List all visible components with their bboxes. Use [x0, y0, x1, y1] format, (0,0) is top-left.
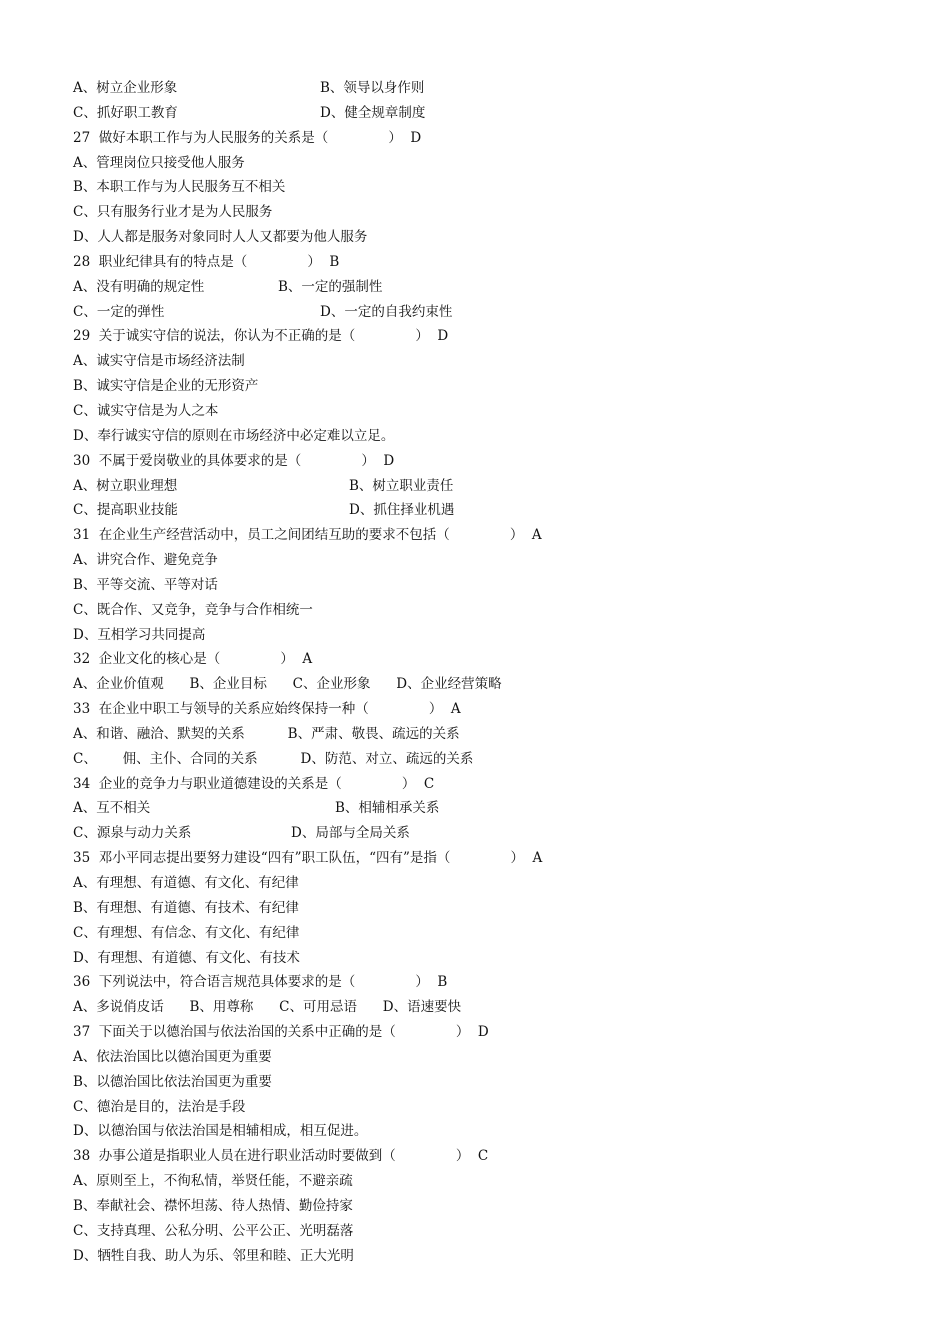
text-line: A、原则至上，不徇私情，举贤任能，不避亲疏	[73, 1173, 353, 1190]
text-line: B、有理想、有道德、有技术、有纪律	[73, 899, 299, 916]
text-line: B、以德治国比依法治国更为重要	[73, 1073, 272, 1090]
text-line: D、有理想、有道德、有文化、有技术	[73, 949, 300, 966]
text-line	[73, 275, 873, 300]
text-line: C、 佣、主仆、合同的关系 D、防范、对立、疏远的关系	[73, 750, 474, 767]
text-line: A、企业价值观 B、企业目标 C、企业形象 D、企业经营策略	[73, 676, 502, 693]
text-line: D、奉行诚实守信的原则在市场经济中必定难以立足。	[73, 427, 395, 444]
text-line: 28 职业纪律具有的特点是（ ） B	[73, 253, 340, 270]
text-line	[73, 76, 873, 101]
option-right: B、领导以身作则	[320, 80, 425, 96]
text-line: A、依法治国比以德治国更为重要	[73, 1048, 272, 1065]
text-line: A、诚实守信是市场经济法制	[73, 353, 245, 370]
text-line	[73, 300, 873, 325]
text-line: A、有理想、有道德、有文化、有纪律	[73, 875, 299, 891]
option-right: D、健全规章制度	[320, 104, 426, 121]
text-line: C、诚实守信是为人之本	[73, 402, 219, 419]
text-line: 31 在企业生产经营活动中，员工之间团结互助的要求不包括（ ） A	[73, 527, 542, 544]
option-left: A、没有明确的规定性	[73, 278, 205, 295]
text-line: A、管理岗位只接受他人服务	[73, 154, 245, 171]
text-line: 34 企业的竞争力与职业道德建设的关系是（ ） C	[73, 775, 435, 792]
text-line: 27 做好本职工作与为人民服务的关系是（ ） D	[73, 129, 422, 146]
text-line: 35 邓小平同志提出要努力建设“四有”职工队伍，“四有”是指（ ） A	[73, 850, 543, 867]
text-line: C、德治是目的，法治是手段	[73, 1098, 246, 1115]
text-line: D、牺牲自我、助人为乐、邻里和睦、正大光明	[73, 1247, 354, 1264]
text-line	[73, 821, 873, 846]
option-left: C、抓好职工教育	[73, 104, 178, 121]
text-line	[73, 498, 873, 523]
text-line: A、和谐、融洽、默契的关系 B、严肃、敬畏、疏远的关系	[73, 725, 460, 742]
text-line: 33 在企业中职工与领导的关系应始终保持一种（ ） A	[73, 701, 461, 718]
text-line: D、以德治国与依法治国是相辅相成，相互促进。	[73, 1123, 368, 1140]
text-line: A、多说俏皮话 B、用尊称 C、可用忌语 D、语速要快	[73, 999, 462, 1016]
option-right: D、抓住择业机遇	[349, 502, 455, 519]
text-line: C、支持真理、公私分明、公平公正、光明磊落	[73, 1222, 354, 1239]
text-line: B、本职工作与为人民服务互不相关	[73, 179, 286, 196]
text-line: 30 不属于爱岗敬业的具体要求的是（ ） D	[73, 452, 395, 469]
text-line: A、讲究合作、避免竞争	[73, 552, 218, 569]
text-line: 29 关于诚实守信的说法，你认为不正确的是（ ） D	[73, 328, 449, 345]
text-line: B、诚实守信是企业的无形资产	[73, 378, 259, 395]
option-left: A、互不相关	[73, 800, 151, 817]
option-left: A、树立职业理想	[73, 477, 178, 494]
option-right: B、一定的强制性	[278, 278, 383, 295]
option-left: A、树立企业形象	[73, 80, 178, 96]
text-line	[73, 101, 873, 126]
text-line: 37 下面关于以德治国与依法治国的关系中正确的是（ ） D	[73, 1024, 489, 1041]
option-left: C、提高职业技能	[73, 502, 178, 519]
option-right: D、一定的自我约束性	[320, 303, 453, 320]
document-page	[73, 76, 873, 1269]
text-line: 38 办事公道是指职业人员在进行职业活动时要做到（ ） C	[73, 1148, 489, 1165]
text-line: C、只有服务行业才是为人民服务	[73, 204, 273, 221]
option-right: B、树立职业责任	[349, 477, 454, 494]
text-line: C、有理想、有信念、有文化、有纪律	[73, 924, 300, 941]
text-line: D、互相学习共同提高	[73, 626, 206, 643]
text-line: D、人人都是服务对象同时人人又都要为他人服务	[73, 229, 368, 246]
text-line: B、奉献社会、襟怀坦荡、待人热情、勤俭持家	[73, 1197, 353, 1214]
option-left: C、源泉与动力关系	[73, 825, 192, 842]
text-line	[73, 474, 873, 499]
option-right: B、相辅相承关系	[335, 800, 440, 817]
text-line: C、既合作、又竞争，竞争与合作相统一	[73, 601, 313, 618]
text-line	[73, 796, 873, 821]
text-line: 36 下列说法中，符合语言规范具体要求的是（ ） B	[73, 974, 448, 991]
option-left: C、一定的弹性	[73, 303, 165, 320]
text-line: B、平等交流、平等对话	[73, 576, 218, 593]
option-right: D、局部与全局关系	[291, 825, 410, 842]
text-line: 32 企业文化的核心是（ ） A	[73, 651, 313, 668]
